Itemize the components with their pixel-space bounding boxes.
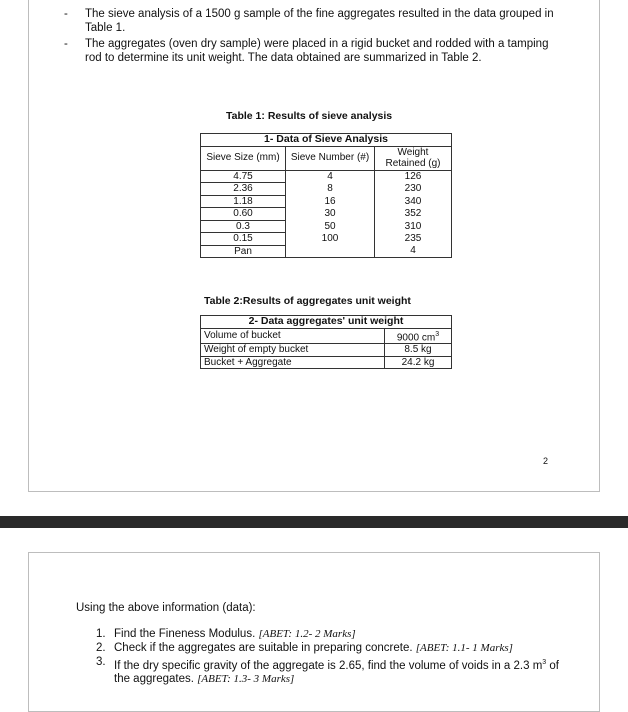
abet-marks: [ABET: 1.3- 3 Marks]	[197, 672, 295, 685]
question-text: Find the Fineness Modulus.	[114, 628, 256, 640]
cell-label: Bucket + Aggregate	[201, 356, 385, 369]
cell-weight: 340	[404, 195, 422, 207]
bullet-list	[64, 8, 564, 68]
bullet-item	[64, 38, 564, 65]
table2-caption: Table 2:Results of aggregates unit weight	[204, 295, 411, 307]
question-text-continued: of the aggregates.	[114, 659, 559, 685]
value-superscript: 3	[435, 330, 440, 338]
cell-label: Weight of empty bucket	[201, 344, 385, 357]
list-item	[96, 656, 566, 686]
cell-weight: 310	[404, 220, 422, 232]
cell-size: Pan	[201, 245, 286, 258]
list-item	[96, 642, 566, 655]
page-number: 2	[543, 456, 549, 466]
cell-size: 0.3	[201, 220, 286, 233]
col-sieve-number: Sieve Number (#)	[286, 146, 375, 170]
unit-weight-table	[200, 315, 452, 369]
question-text: Check if the aggregates are suitable in preparing concrete.	[114, 642, 413, 654]
cell-weight: 235	[404, 233, 422, 244]
table-row	[201, 233, 452, 246]
abet-marks: [ABET: 1.1- 1 Marks]	[415, 642, 513, 654]
cell-weight: 126	[404, 170, 422, 182]
cell-size: 1.18	[201, 195, 286, 208]
cell-size: 0.15	[201, 233, 286, 246]
table-row	[201, 183, 452, 196]
sieve-analysis-table	[200, 133, 452, 258]
cell-weight: 4	[410, 245, 416, 257]
cell-number: 30	[286, 208, 375, 221]
question-number: 3.	[96, 656, 106, 668]
cell-number: 4	[286, 170, 375, 183]
cell-number: 16	[286, 195, 375, 208]
cell-number	[286, 245, 375, 258]
question-number: 2.	[96, 642, 106, 654]
question-list	[96, 628, 566, 687]
table-row	[201, 220, 452, 233]
table-row	[201, 328, 452, 344]
cell-value: 24.2 kg	[385, 356, 452, 369]
table2-title: 2- Data aggregates' unit weight	[201, 316, 452, 329]
cell-size: 4.75	[201, 170, 286, 183]
cell-size: 0.60	[201, 208, 286, 221]
cell-number: 8	[286, 183, 375, 196]
table-row	[201, 344, 452, 357]
bullet-text: The aggregates (oven dry sample) were placed in a rigid bucket and rodded with a tamping rod to determine its unit weight. The data obtained are summarized in Table 2.	[85, 38, 549, 64]
cell-value	[385, 328, 452, 344]
table-row	[201, 245, 452, 258]
col-weight-retained: Weight Retained (g)	[375, 146, 452, 170]
table-row	[201, 195, 452, 208]
bullet-text: The sieve analysis of a 1500 g sample of the fine aggregates resulted in the data grouped in Table 1.	[85, 8, 554, 34]
value-text: 9000 cm	[396, 331, 436, 343]
cell-number: 50	[286, 220, 375, 233]
cell-size: 2.36	[201, 183, 286, 196]
page2-intro: Using the above information (data):	[76, 602, 256, 614]
dash-icon: -	[64, 38, 68, 50]
cell-number: 100	[286, 233, 375, 246]
question-superscript: 3	[542, 659, 547, 666]
table-row	[201, 356, 452, 369]
question-number: 1.	[96, 628, 106, 640]
table-row	[201, 170, 452, 183]
table-row	[201, 208, 452, 221]
col-sieve-size: Sieve Size (mm)	[201, 146, 286, 170]
question-text: If the dry specific gravity of the aggregate is 2.65, find the volume of voids in a 2.3 m	[114, 659, 543, 672]
table1-title: 1- Data of Sieve Analysis	[201, 134, 452, 147]
bullet-item	[64, 8, 564, 35]
cell-value: 8.5 kg	[385, 344, 452, 357]
cell-weight: 352	[404, 208, 422, 219]
cell-label: Volume of bucket	[201, 328, 385, 344]
abet-marks: [ABET: 1.2- 2 Marks]	[258, 628, 356, 640]
cell-weight: 230	[404, 183, 422, 194]
list-item	[96, 628, 566, 641]
page-separator	[0, 516, 628, 528]
table1-caption: Table 1: Results of sieve analysis	[226, 110, 393, 122]
dash-icon: -	[64, 8, 68, 20]
